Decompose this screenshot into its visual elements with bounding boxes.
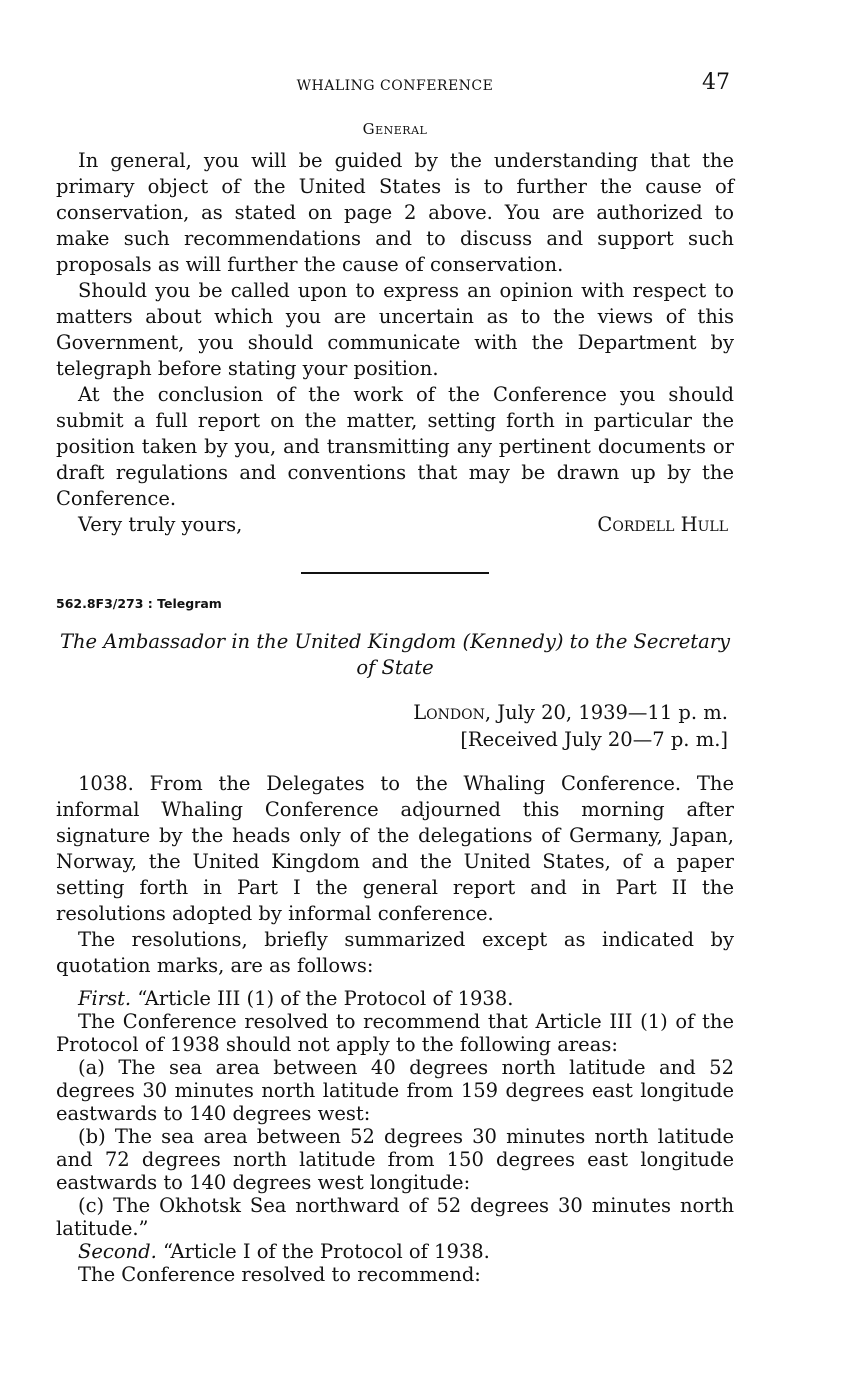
item-c-text: The Okhotsk Sea northward of 52 degrees 30 minutes north latitude.” xyxy=(56,1194,734,1240)
resolution-second-intro: The Conference resolved to recommend: xyxy=(78,1263,481,1286)
item-a-text: The sea area between 40 degrees north latitude and 52 degrees 30 minutes north latitude from 159 degrees east longitude eastwards to 140 degrees west: xyxy=(56,1056,734,1125)
general-paragraph-1: In general, you will be guided by the understanding that the primary object of the United States is to further the cause of conservation, as stated on page 2 above. You are authorized to make such recommendations and to discuss and support such proposals as will further the cause of conservation. xyxy=(56,149,734,276)
first-label: First. xyxy=(78,987,132,1010)
page-number: 47 xyxy=(702,70,730,95)
resolution-first-intro: The Conference resolved to recommend that Article III (1) of the Protocol of 1938 should not apply to the following areas: xyxy=(56,1010,734,1056)
resolution-item-c xyxy=(56,1194,734,1240)
item-c-label: (c) xyxy=(78,1194,105,1217)
telegram-paragraph-1: 1038. From the Delegates to the Whaling Conference. The informal Whaling Conference adjourned this morning after signature by the heads only of the delegations of Germany, Japan, Norway, the United Kingdom and the United States, of a paper setting forth in Part I the general report and in Part II the resolutions adopted by informal conference. xyxy=(56,772,734,925)
resolution-second-heading xyxy=(56,1240,734,1263)
running-title: WHALING CONFERENCE xyxy=(296,78,494,94)
resolution-first-heading xyxy=(56,987,734,1010)
file-reference: 562.8F3/273 : Telegram xyxy=(56,596,222,611)
resolution-item-b xyxy=(56,1125,734,1194)
second-text: “Article I of the Protocol of 1938. xyxy=(163,1240,490,1263)
dateline-received: [Received July 20—7 p. m.] xyxy=(460,728,728,751)
resolutions-list xyxy=(56,987,734,1286)
dateline xyxy=(56,699,734,753)
general-paragraph-3: At the conclusion of the work of the Conference you should submit a full report on the matter, setting forth in particular the position taken by you, and transmitting any pertinent documents or draft regulations and conventions that may be drawn up by the Conference. xyxy=(56,383,734,510)
dateline-date: July 20, 1939—11 p. m. xyxy=(497,701,728,724)
dateline-place: London, xyxy=(413,701,492,724)
telegram-body xyxy=(56,771,734,979)
telegram-title: The Ambassador in the United Kingdom (Kennedy) to the Secretary of State xyxy=(59,630,731,679)
resolution-item-a xyxy=(56,1056,734,1125)
general-paragraph-2: Should you be called upon to express an opinion with respect to matters about which you are uncertain as to the views of this Government, you should communicate with the Department by telegraph before stating your position. xyxy=(56,279,734,380)
section-divider xyxy=(301,572,489,574)
second-label: Second. xyxy=(78,1240,157,1263)
telegram-paragraph-2: The resolutions, briefly summarized except as indicated by quotation marks, are as follows: xyxy=(56,928,734,977)
signature: Cordell Hull xyxy=(597,513,728,536)
running-head xyxy=(56,70,734,106)
item-b-text: The sea area between 52 degrees 30 minutes north latitude and 72 degrees north latitude from 150 degrees east longitude eastwards to 140 degrees west longitude: xyxy=(56,1125,734,1194)
section-heading: General xyxy=(362,120,428,138)
document-page xyxy=(56,70,734,1286)
first-text: “Article III (1) of the Protocol of 1938. xyxy=(137,987,514,1010)
letter-closing xyxy=(56,512,734,540)
dateline-sent xyxy=(56,699,728,726)
salutation: Very truly yours, xyxy=(78,513,243,536)
item-a-label: (a) xyxy=(78,1056,105,1079)
item-b-label: (b) xyxy=(78,1125,106,1148)
